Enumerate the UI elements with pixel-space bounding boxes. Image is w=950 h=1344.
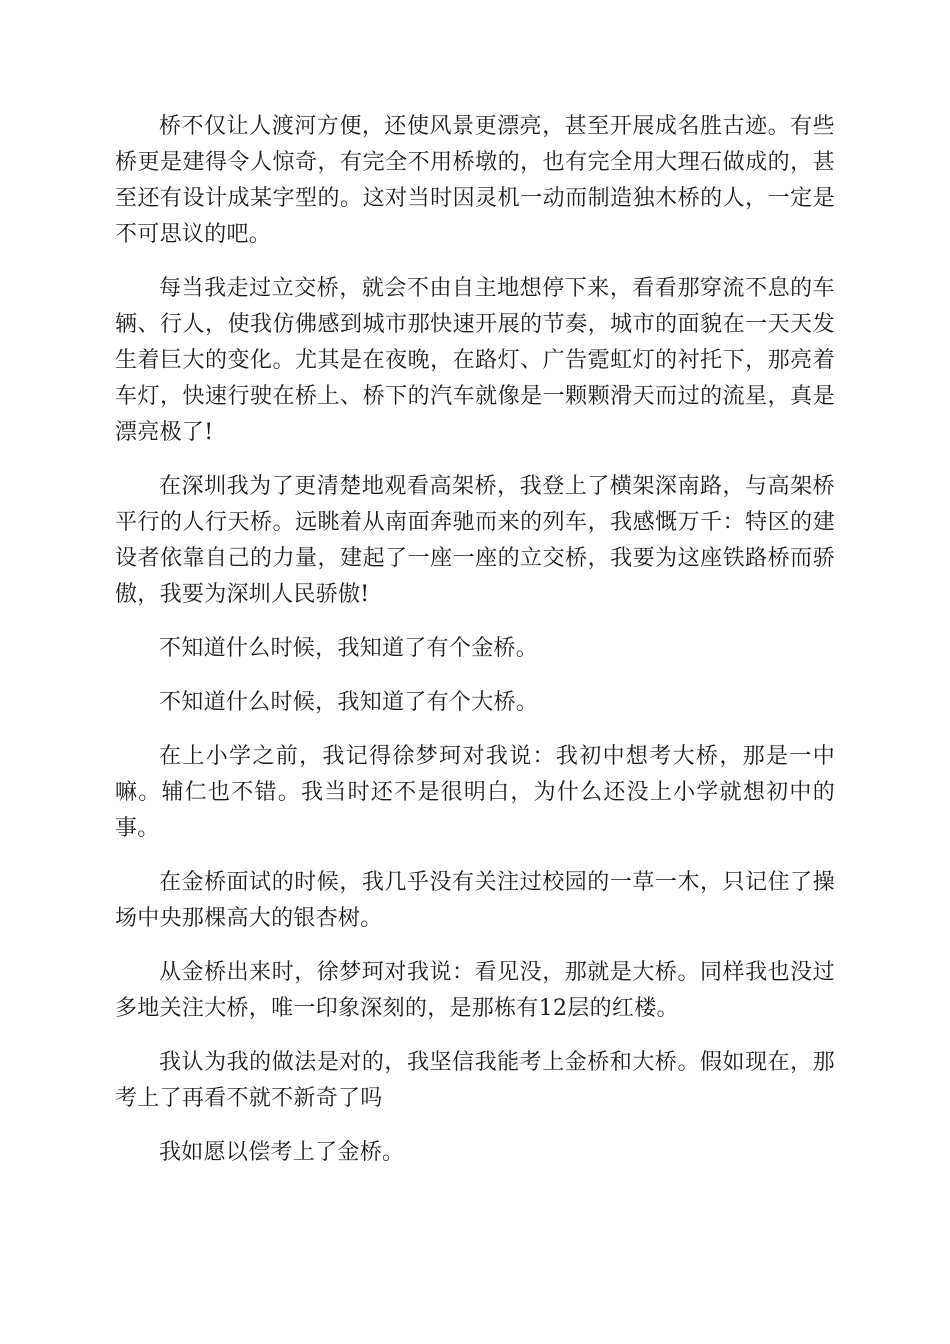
- paragraph-9: 我认为我的做法是对的，我坚信我能考上金桥和大桥。假如现在，那考上了再看不就不新奇了吗: [115, 1050, 835, 1111]
- paragraph-3: 在深圳我为了更清楚地观看高架桥，我登上了横架深南路，与高架桥平行的人行天桥。远眺着从南面奔驰而来的列车，我感慨万千：特区的建设者依靠自己的力量，建起了一座一座的立交桥，我要为这座铁路桥而骄傲，我要为深圳人民骄傲!: [115, 474, 835, 607]
- paragraph-6: 在上小学之前，我记得徐梦珂对我说：我初中想考大桥，那是一中嘛。辅仁也不错。我当时还不是很明白，为什么还没上小学就想初中的事。: [115, 744, 835, 841]
- paragraph-2: 每当我走过立交桥，就会不由自主地想停下来，看看那穿流不息的车辆、行人，使我仿佛感到城市那快速开展的节奏，城市的面貌在一天天发生着巨大的变化。尤其是在夜晚，在路灯、广告霓虹灯的衬托下，那亮着车灯，快速行驶在桥上、桥下的汽车就像是一颗颗滑天而过的流星，真是漂亮极了!: [115, 276, 835, 445]
- paragraph-1: 桥不仅让人渡河方便，还使风景更漂亮，甚至开展成名胜古迹。有些桥更是建得令人惊奇，有完全不用桥墩的，也有完全用大理石做成的，甚至还有设计成某字型的。这对当时因灵机一动而制造独木桥的人，一定是不可思议的吧。: [115, 114, 835, 247]
- paragraph-8: 从金桥出来时，徐梦珂对我说：看见没，那就是大桥。同样我也没过多地关注大桥，唯一印象深刻的，是那栋有12层的红楼。: [115, 960, 835, 1021]
- paragraph-4: 不知道什么时候，我知道了有个金桥。: [159, 636, 539, 661]
- document-body: [115, 109, 835, 1189]
- paragraph-10: 我如愿以偿考上了金桥。: [159, 1140, 405, 1165]
- paragraph-5: 不知道什么时候，我知道了有个大桥。: [159, 690, 539, 715]
- paragraph-7: 在金桥面试的时候，我几乎没有关注过校园的一草一木，只记住了操场中央那棵高大的银杏树。: [115, 870, 835, 931]
